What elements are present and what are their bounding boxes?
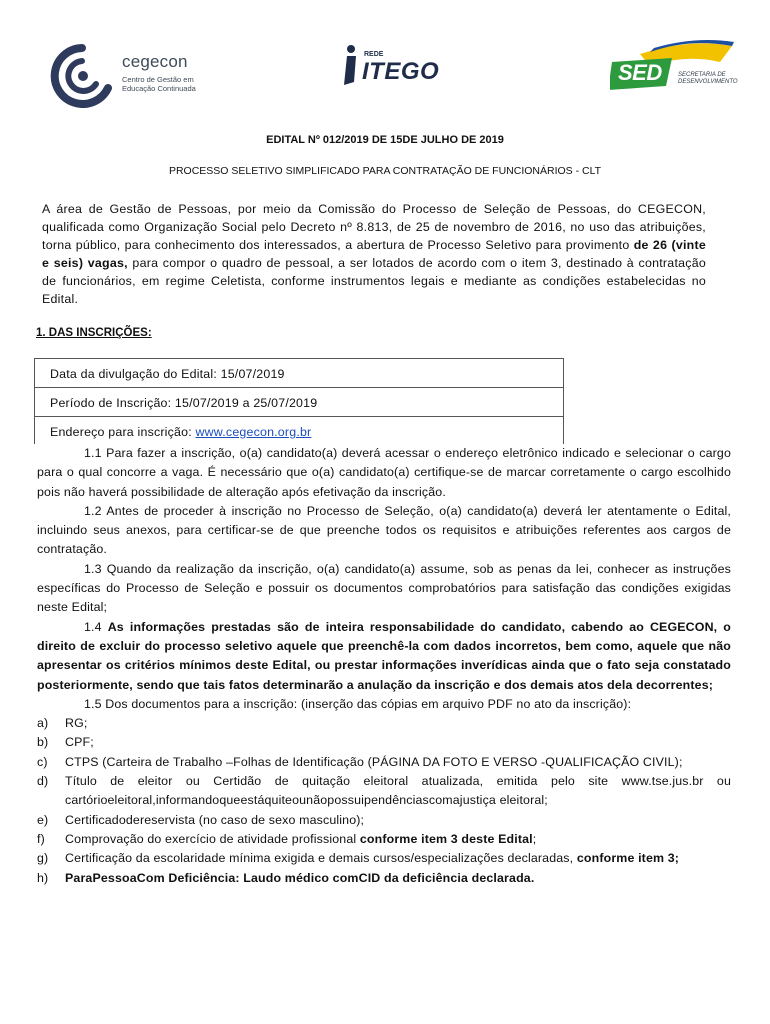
list-item-text-bold: conforme item 3 deste Edital <box>359 831 533 846</box>
paragraph-1-5: 1.5 Dos documentos para a inscrição: (inserção das cópias em arquivo PDF no ato da inscrição): <box>84 696 632 711</box>
list-item-text-plain: Comprovação do exercício de atividade profissional <box>65 831 360 846</box>
list-item-text: Certificadodereservista (no caso de sexo masculino); <box>65 812 365 827</box>
list-item-label: e) <box>37 812 49 827</box>
paragraph-1-4-text: As informações prestadas são de inteira responsabilidade do candidato, cabendo ao CEGECON, o direito de excluir do processo seletivo aquele que preenchê-la com dados incorretos, bem como, aquele que não apresentar os critérios mínimos deste Edital, ou prestar informações inverídicas ainda que o fato seja constatado posteriormente, sendo que tais fatos determinarão a anulação da inscrição e dos demais atos dela decorrentes; <box>37 619 731 692</box>
list-item-text: CPF; <box>65 735 94 750</box>
list-item-label: f) <box>37 831 45 846</box>
list-item-text <box>65 830 731 849</box>
section-body <box>37 444 731 888</box>
intro-text-b: para compor o quadro de pessoal, a ser lotados de acordo com o item 3, destinado à contratação de funcionários, em regime Celetista, conforme instrumentos legais e mediante as condições estabelecidas no Edital. <box>42 256 707 307</box>
list-item-label: g) <box>37 851 49 866</box>
intro-text-a: A área de Gestão de Pessoas, por meio da Comissão do Processo de Seleção de Pessoas, do CEGECON, qualificada como Organização Social pelo Decreto nº 8.813, de 25 de novembro de 2016, no uso das atribuições, torna público, para conhecimento dos interessados, a abertura de Processo Seletivo para provimento <box>42 202 706 253</box>
list-item <box>37 811 731 830</box>
sed-logo <box>610 40 738 98</box>
list-item <box>37 869 731 888</box>
list-item-text: CTPS (Carteira de Trabalho –Folhas de Identificação (PÁGINA DA FOTO E VERSO -QUALIFICAÇÃO CIVIL); <box>65 754 683 769</box>
paragraph-1-3: 1.3 Quando da realização da inscrição, o(a) candidato(a) assume, sob as penas da lei, conhecer as instruções específicas do Processo de Seleção e possuir os documentos comprobatórios para satisfação das condições exigidas neste Edital; <box>37 561 731 615</box>
endereco-label: Endereço para inscrição: <box>50 425 196 439</box>
list-item <box>37 830 731 849</box>
itego-logo-name: ITEGO <box>362 58 440 85</box>
list-item-text <box>65 849 731 868</box>
itego-emblem-icon <box>340 44 362 86</box>
list-item-text-plain: Certificação da escolaridade mínima exigida e demais cursos/especializações declaradas, <box>65 851 577 866</box>
list-item-text-end: ; <box>532 831 537 846</box>
list-item-label: h) <box>37 870 49 885</box>
paragraph-1-2: 1.2 Antes de proceder à inscrição no Processo de Seleção, o(a) candidato(a) deverá ler atentamente o Edital, incluindo seus anexos, para certificar-se de que preenche todos os requisitos e atribuições referentes aos cargos de contratação. <box>37 503 731 557</box>
paragraph-1-4-number: 1.4 <box>84 619 108 634</box>
paragraph-1-4 <box>37 618 731 695</box>
sed-logo-name: SED <box>618 60 662 85</box>
endereco-inscricao <box>50 425 311 439</box>
list-item-text: RG; <box>65 716 88 731</box>
intro-paragraph <box>42 200 706 309</box>
inscricao-link[interactable]: www.cegecon.org.br <box>195 425 312 439</box>
divider <box>35 387 563 388</box>
itego-logo-prefix: REDE <box>364 51 384 58</box>
list-item <box>37 714 731 733</box>
list-item-text: Título de eleitor ou Certidão de quitação eleitoral atualizada, emitida pelo site www.tse.jus.br ou cartórioeleitoral,informandoqueestáquiteounãopossuipendênciascomajustiça eleitoral; <box>65 774 731 808</box>
list-item-label: b) <box>37 735 49 750</box>
cegecon-logo-mark <box>50 44 114 108</box>
list-item <box>37 733 731 752</box>
cegecon-logo <box>50 44 196 110</box>
inscricao-info-box <box>34 358 564 444</box>
list-item <box>37 753 731 772</box>
cegecon-logo-name: cegecon <box>122 52 188 71</box>
list-item <box>37 849 731 868</box>
section-heading-inscricoes: 1. DAS INSCRIÇÕES: <box>36 327 152 339</box>
sed-logo-subtitle: SECRETARIA DE DESENVOLVIMENTO <box>678 72 738 85</box>
edital-subtitle: PROCESSO SELETIVO SIMPLIFICADO PARA CONTRATAÇÃO DE FUNCIONÁRIOS - CLT <box>168 165 602 177</box>
paragraph-1-1: 1.1 Para fazer a inscrição, o(a) candidato(a) deverá acessar o endereço eletrônico indicado e selecionar o cargo para o qual concorre a vaga. É necessário que o(a) candidato(a) certifique-se de marcar corretamente o cargo escolhido pois não haverá possibilidade de alteração após efetivação da inscrição. <box>37 446 731 499</box>
list-item-text-bold: conforme item 3; <box>576 851 680 866</box>
divider <box>35 416 563 417</box>
cegecon-logo-subtitle: Centro de Gestão em Educação Continuada <box>122 75 196 93</box>
periodo-inscricao: Período de Inscrição: 15/07/2019 a 25/07/2019 <box>50 396 318 410</box>
list-item-text-bold: ParaPessoaCom Deficiência: Laudo médico comCID da deficiência declarada. <box>65 870 535 885</box>
intro-bold: de 26 (vinte e seis) vagas, <box>42 238 706 271</box>
data-divulgacao: Data da divulgação do Edital: 15/07/2019 <box>50 367 285 381</box>
edital-title: EDITAL Nº 012/2019 DE 15DE JULHO DE 2019 <box>266 134 504 146</box>
list-item-label: a) <box>37 716 49 731</box>
list-item-label: d) <box>37 774 49 789</box>
list-item <box>37 772 731 811</box>
list-item-label: c) <box>37 754 48 769</box>
itego-logo <box>340 42 450 94</box>
